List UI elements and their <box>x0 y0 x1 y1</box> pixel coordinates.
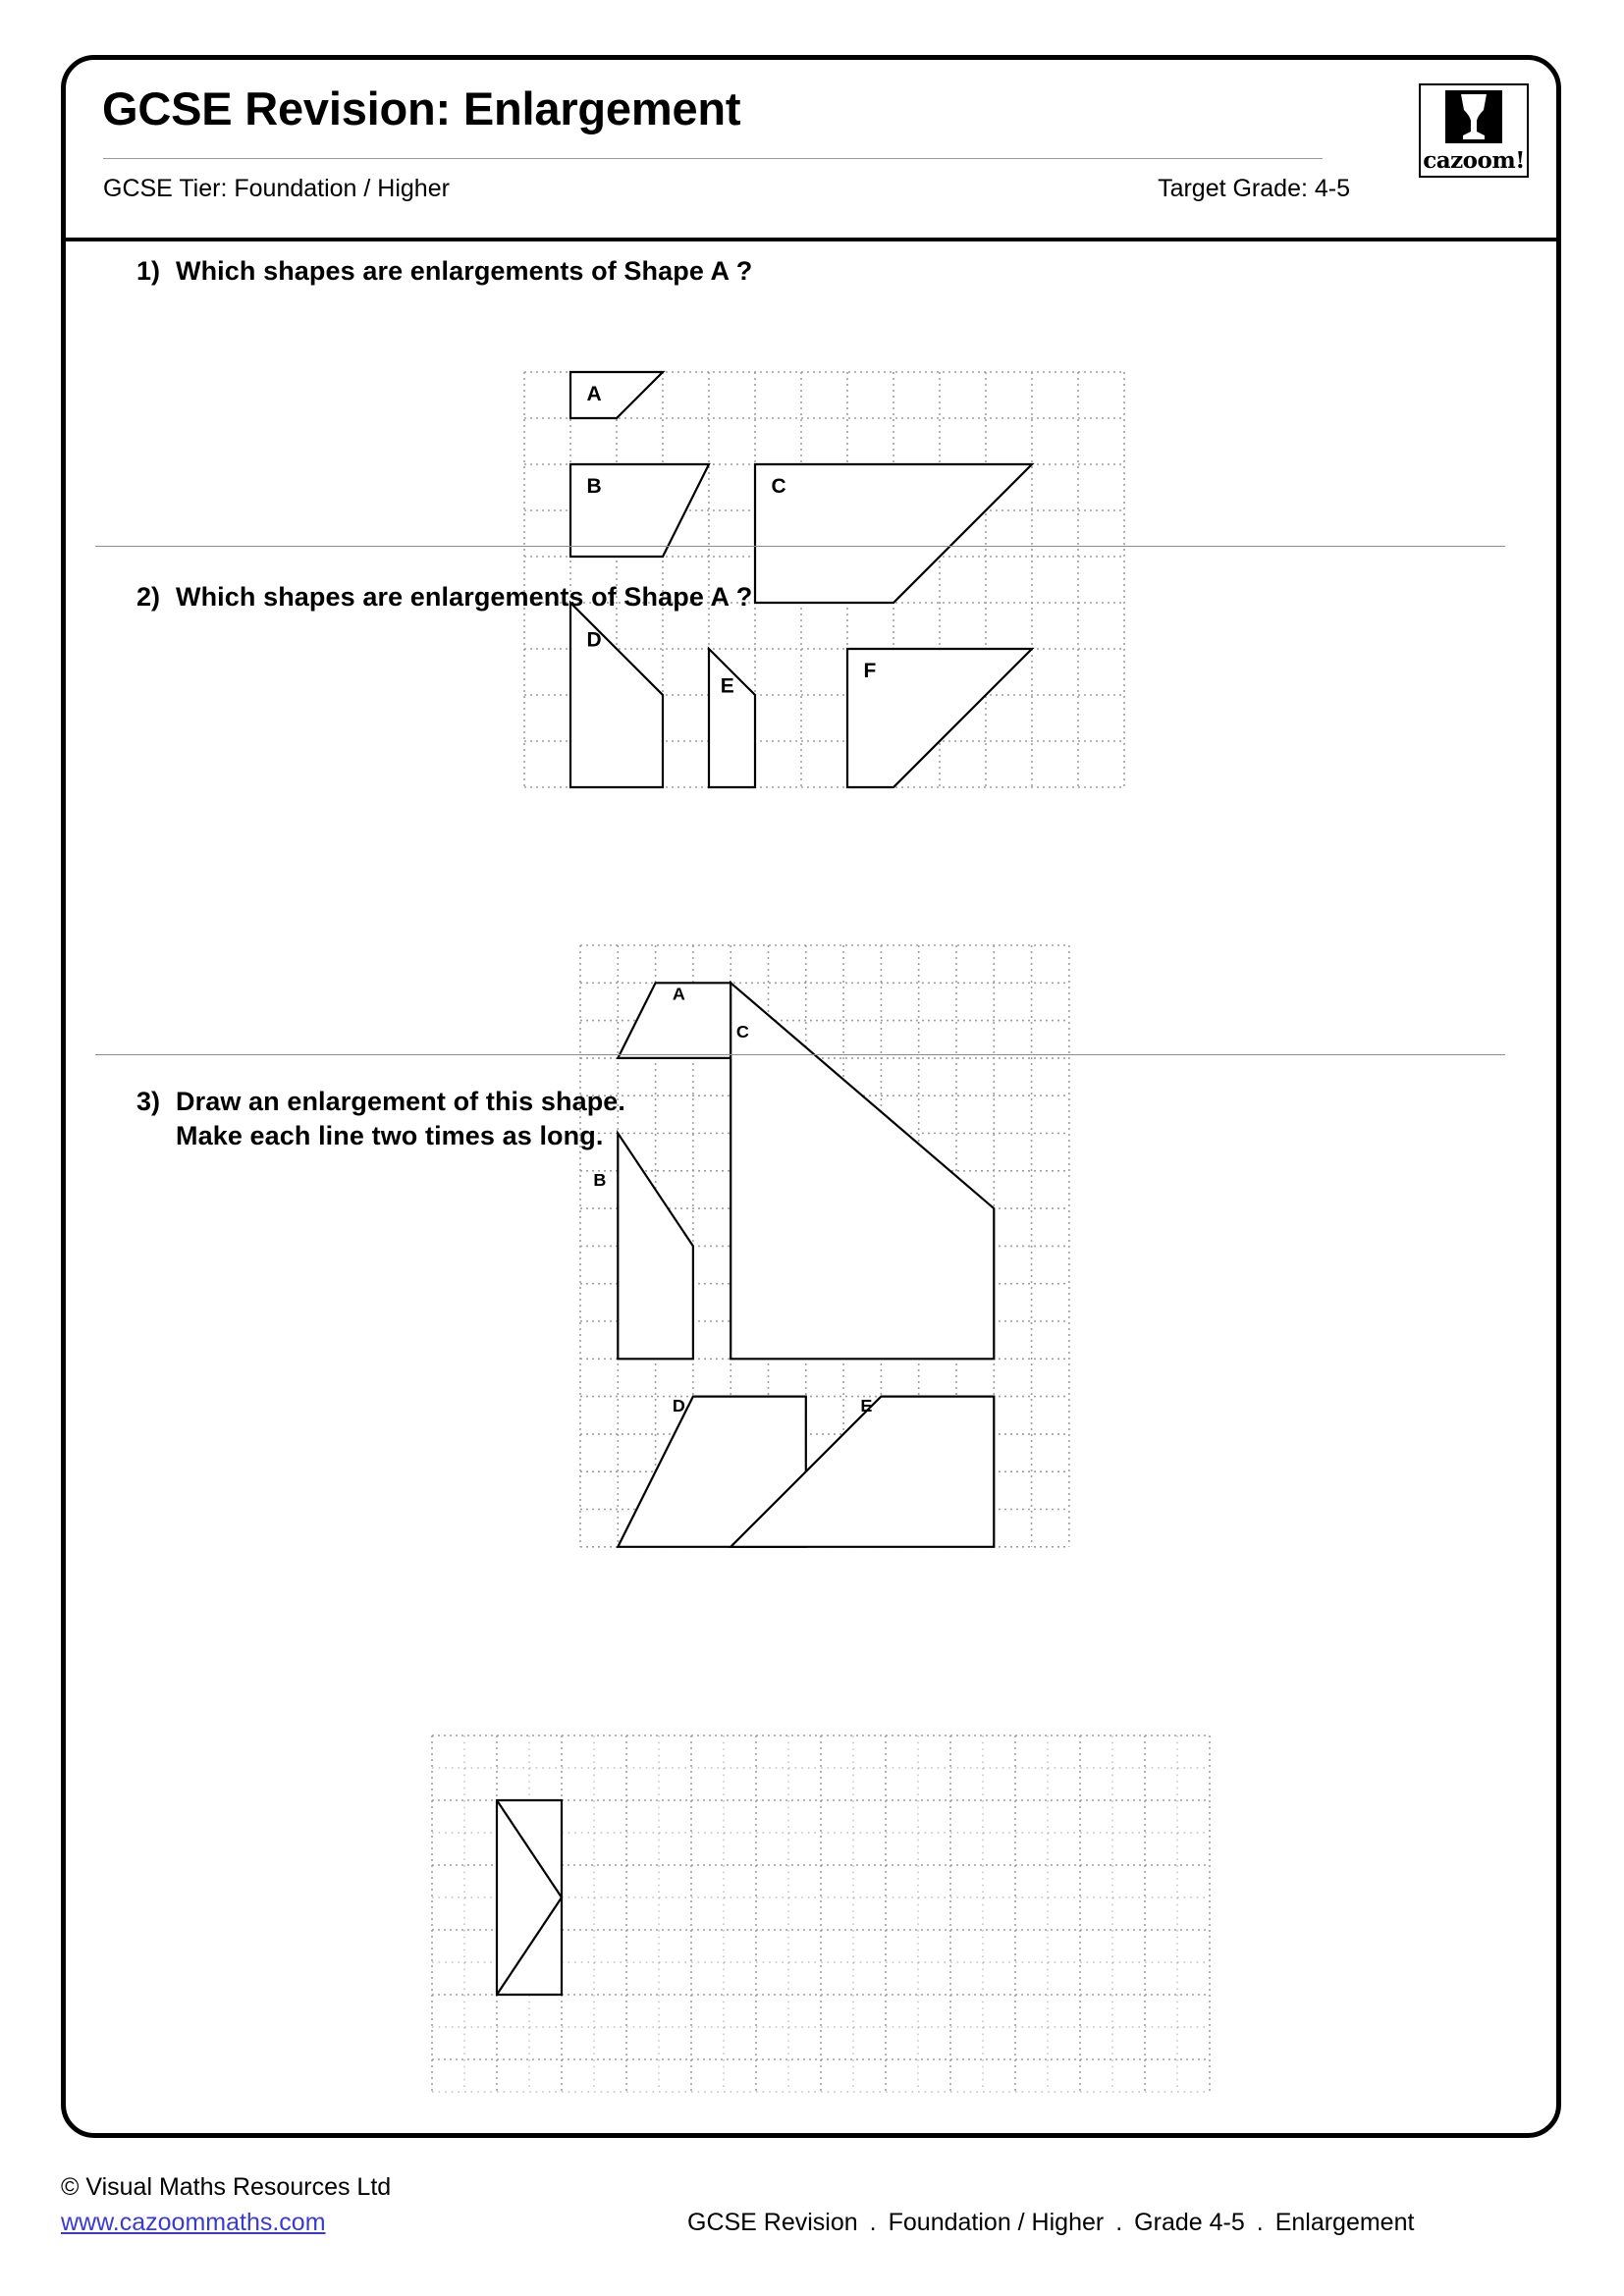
shape-label-a: A <box>586 383 602 406</box>
footer-meta-part: Foundation / Higher <box>888 2209 1105 2236</box>
question-1-diagram <box>518 366 1130 793</box>
shape-label-e: E <box>860 1395 873 1415</box>
g3-wrap-svg <box>426 1730 1216 2098</box>
question-3-number: 3) <box>136 1087 161 1116</box>
shape-c <box>755 464 1032 603</box>
tier-label: GCSE Tier: Foundation / Higher <box>103 175 450 202</box>
target-grade-label: Target Grade: 4-5 <box>1158 175 1350 202</box>
shape-label-d: D <box>672 1395 685 1415</box>
shape-label-e: E <box>720 674 734 698</box>
footer-copyright-block <box>61 2169 391 2240</box>
question-3-text-line-1: Draw an enlargement of this shape. <box>176 1087 626 1116</box>
shape-label-b: B <box>593 1170 607 1191</box>
shape-label-c: C <box>735 1021 749 1041</box>
shape-b <box>618 1134 693 1360</box>
copyright-text: © Visual Maths Resources Ltd <box>61 2173 392 2201</box>
cazoom-logo <box>1419 83 1529 178</box>
question-1-number: 1) <box>136 256 161 286</box>
footer-meta-part: Enlargement <box>1274 2209 1415 2236</box>
worksheet-header <box>66 60 1556 241</box>
question-1-text: Which shapes are enlargements of Shape A ? <box>176 256 753 286</box>
shape-c <box>731 983 994 1359</box>
question-2-divider <box>95 1054 1505 1055</box>
footer-meta <box>687 2209 1414 2237</box>
question-2-text: Which shapes are enlargements of Shape A ? <box>176 582 753 612</box>
footer-meta-part: GCSE Revision <box>687 2209 858 2236</box>
question-1-divider <box>95 546 1505 547</box>
question-2-number: 2) <box>136 582 161 612</box>
worksheet-sheet <box>61 55 1561 2138</box>
question-3-text-line-2: Make each line two times as long. <box>176 1121 604 1150</box>
title-divider <box>103 158 1323 159</box>
page-title: GCSE Revision: Enlargement <box>102 82 741 134</box>
shape-label-b: B <box>586 475 602 499</box>
footer-meta-part: Grade 4-5 <box>1134 2209 1245 2236</box>
footer-meta-separator: . <box>1115 2209 1123 2236</box>
shape-label-d: D <box>586 628 602 652</box>
footer-meta-separator: . <box>1256 2209 1264 2236</box>
g2-wrap-svg <box>574 939 1075 1553</box>
question-2-diagram <box>574 939 1075 1553</box>
cazoom-maths-link[interactable]: www.cazoommaths.com <box>61 2209 326 2236</box>
shape <box>497 1800 562 1995</box>
footer-meta-separator: . <box>869 2209 877 2236</box>
shape-label-c: C <box>771 475 786 499</box>
shape-label-a: A <box>672 984 685 1004</box>
shape-label-f: F <box>863 660 877 683</box>
question-3-diagram <box>426 1730 1216 2098</box>
shape-d <box>570 603 663 787</box>
cazoom-logo-text: cazoom! <box>1423 147 1525 174</box>
shape-e <box>709 649 755 787</box>
shape-a <box>570 372 663 418</box>
g1-wrap-svg <box>518 366 1130 793</box>
cazoom-vase-icon <box>1445 90 1502 143</box>
